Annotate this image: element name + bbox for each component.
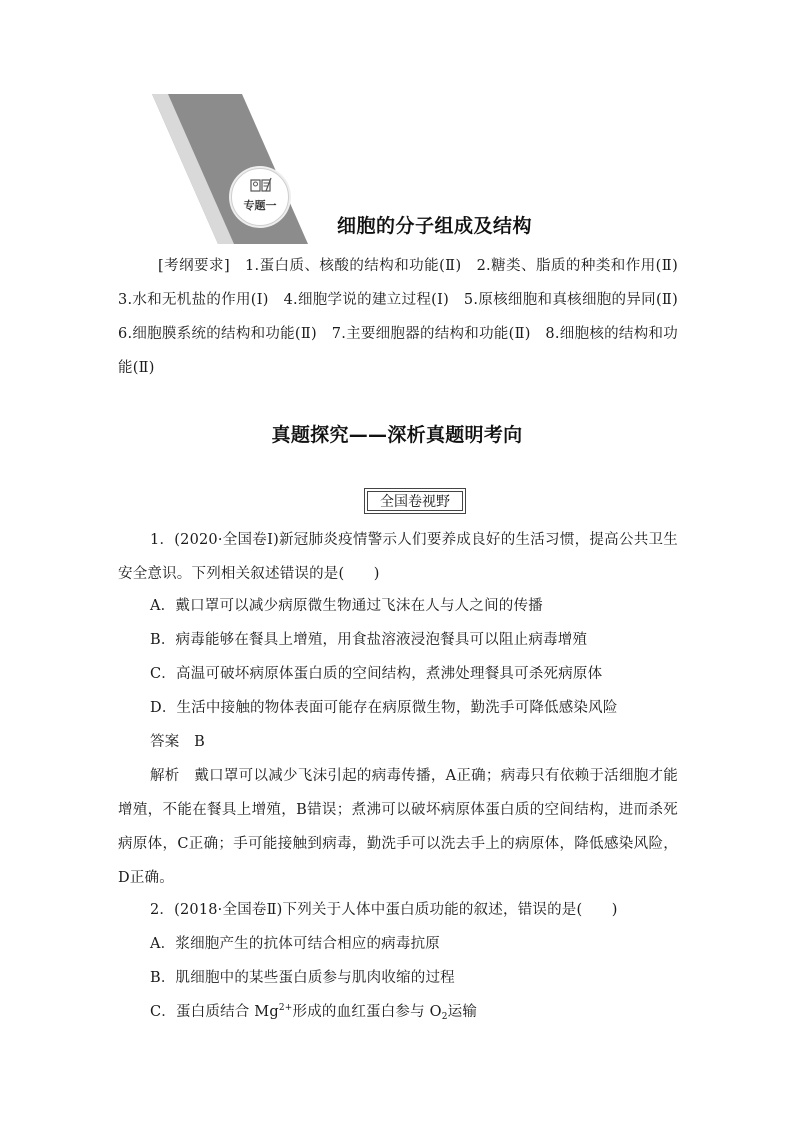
syllabus-requirements: [考纲要求] 1.蛋白质、核酸的结构和功能(Ⅱ) 2.糖类、脂质的种类和作用(Ⅱ) 3.水和无机盐的作用(Ⅰ) 4.细胞学说的建立过程(Ⅰ) 5.原核细胞和真核细胞的异同(Ⅱ) 6.细胞膜系统的结构和功能(Ⅱ) 7.主要细胞器的结构和功能(Ⅱ) 8.细胞核的结构和功能(Ⅱ): [118, 258, 693, 376]
option-c-mid: 形成的血红蛋白参与 O: [292, 1004, 442, 1020]
nation-exam-label: 全国卷视野: [367, 491, 463, 511]
question-1-answer: [150, 725, 205, 759]
question-1-option-a: A．戴口罩可以减少病原微生物通过飞沫在人与人之间的传播: [150, 598, 543, 614]
question-1-analysis: [118, 759, 678, 895]
question-1-stem: 1．(2020·全国卷Ⅰ)新冠肺炎疫情警示人们要养成良好的生活习惯，提高公共卫生安全意识。下列相关叙述错误的是( ): [118, 532, 678, 582]
question-1-option-c: C．高温可破坏病原体蛋白质的空间结构，煮沸处理餐具可杀死病原体: [150, 666, 603, 682]
analysis-label: 解析: [150, 768, 180, 784]
section-title: 真题探究——深析真题明考向: [271, 424, 523, 446]
oxygen-subscript: 2: [441, 1012, 448, 1022]
chapter-banner: [150, 94, 310, 244]
question-2-option-b: B．肌细胞中的某些蛋白质参与肌肉收缩的过程: [150, 970, 455, 986]
chapter-title: 细胞的分子组成及结构: [337, 215, 533, 237]
analysis-text: 戴口罩可以减少飞沫引起的病毒传播，A正确；病毒只有依赖于活细胞才能增殖，不能在餐具上增殖，B错误；煮沸可以破坏病原体蛋白质的空间结构，进而杀死病原体，C正确；手可能接触到病毒，勤洗手可以洗去手上的病原体，降低感染风险，D正确。: [118, 768, 678, 886]
answer-value: B: [194, 734, 205, 750]
option-c-suffix: 运输: [447, 1004, 478, 1020]
notebook-pen-icon: [250, 177, 272, 193]
question-2-option-a: A．浆细胞产生的抗体可结合相应的病毒抗原: [150, 936, 440, 952]
answer-label: 答案: [150, 734, 180, 750]
question-1-option-d: D．生活中接触的物体表面可能存在病原微生物，勤洗手可降低感染风险: [150, 700, 618, 716]
badge-label: 专题一: [243, 199, 277, 212]
option-c-prefix: C．蛋白质结合 Mg: [150, 1004, 279, 1020]
question-2-option-c: [150, 995, 477, 1029]
nation-exam-box: [364, 488, 466, 514]
question-1-option-b: B．病毒能够在餐具上增殖，用食盐溶液浸泡餐具可以阻止病毒增殖: [150, 632, 588, 648]
topic-badge: [231, 168, 289, 226]
question-2-stem: 2．(2018·全国卷Ⅱ)下列关于人体中蛋白质功能的叙述，错误的是( ): [150, 902, 618, 918]
mg-charge: 2+: [278, 1003, 293, 1013]
